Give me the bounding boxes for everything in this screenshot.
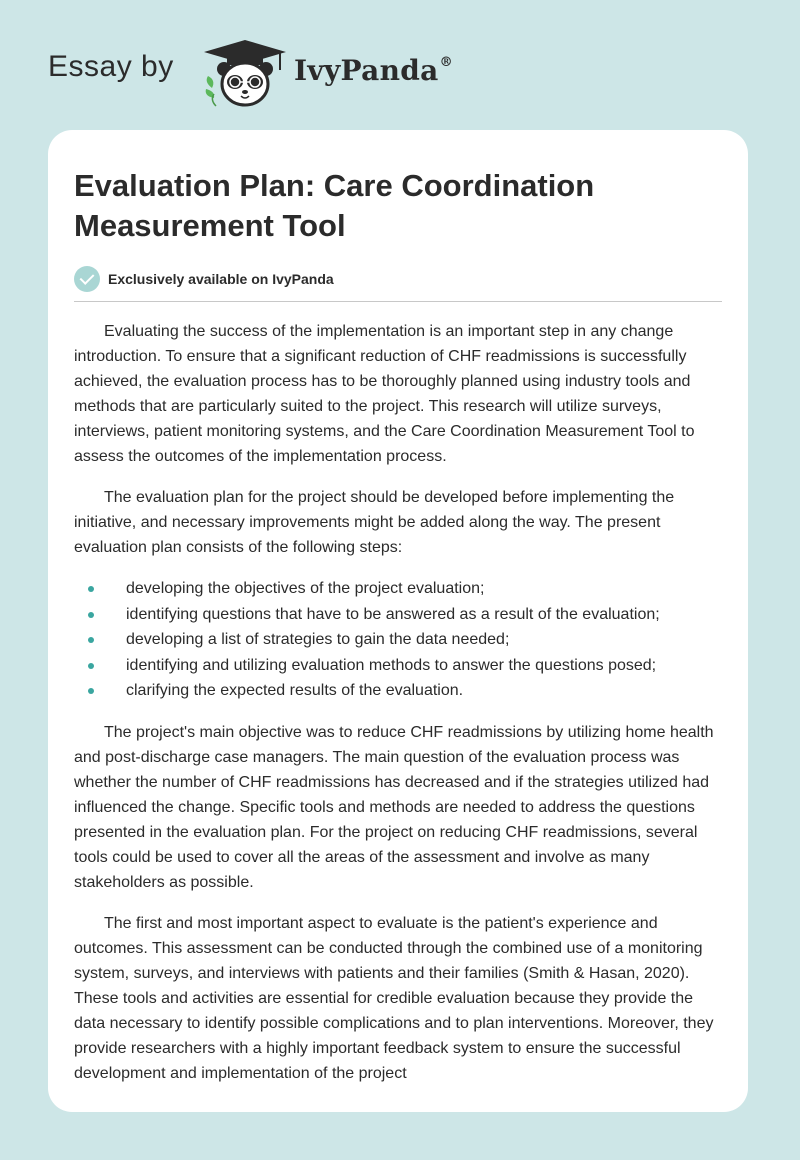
paragraph: Evaluating the success of the implementation is an important step in any change introduction. To ensure that a significant reduction of CHF readmissions is successfully achieved, the evaluation process has to be thoroughly planned using industry tools and methods that are particularly suited to the project. This research will utilize surveys, interviews, patient monitoring systems, and the Care Coordination Measurement Tool to assess the outcomes of the implementation process. <box>74 323 695 465</box>
site-header <box>48 36 528 106</box>
essay-card <box>48 130 748 1112</box>
bullet-icon <box>88 637 94 643</box>
exclusive-badge <box>74 266 722 292</box>
divider <box>74 301 722 302</box>
list-item: developing a list of strategies to gain the data needed; <box>74 627 722 653</box>
bullet-icon <box>88 663 94 669</box>
panda-mascot-icon[interactable] <box>200 36 290 108</box>
evaluation-steps-list <box>74 576 722 704</box>
list-item: developing the objectives of the project evaluation; <box>74 576 722 602</box>
check-circle-icon <box>74 266 100 292</box>
bullet-icon <box>88 586 94 592</box>
page-title: Evaluation Plan: Care Coordination Measurement Tool <box>74 168 595 243</box>
paragraph: The evaluation plan for the project should be developed before implementing the initiative, and necessary improvements might be added along the way. The present evaluation plan consists of the following steps: <box>74 489 675 556</box>
brand-name[interactable]: IvyPanda® <box>294 54 453 87</box>
essay-by-label: Essay by <box>48 50 174 83</box>
bullet-icon <box>88 688 94 694</box>
list-item: identifying questions that have to be answered as a result of the evaluation; <box>74 602 722 628</box>
paragraph: The first and most important aspect to evaluate is the patient's experience and outcomes. This assessment can be conducted through the combined use of a monitoring system, surveys, and interviews with patients and their families (Smith & Hasan, 2020). These tools and activities are essential for credible evaluation because they provide the data necessary to identify possible complications and to plan interventions. Moreover, they provide researchers with a highly important feedback system to ensure the successful development and implementation of the project <box>74 914 714 1082</box>
bullet-icon <box>88 612 94 618</box>
list-item: identifying and utilizing evaluation methods to answer the questions posed; <box>74 653 722 679</box>
essay-body <box>74 319 722 1086</box>
paragraph: The project's main objective was to reduce CHF readmissions by utilizing home health and post-discharge case managers. The main question of the evaluation process was whether the number of CHF readmissions has decreased and if the strategies utilized had influenced the change. Specific tools and methods are needed to address the questions presented in the evaluation plan. For the project on reducing CHF readmissions, several tools could be used to cover all the areas of the assessment and involve as many stakeholders as possible. <box>74 723 714 891</box>
list-item: clarifying the expected results of the evaluation. <box>74 678 722 704</box>
exclusive-label: Exclusively available on IvyPanda <box>108 271 334 287</box>
registered-mark: ® <box>439 54 453 70</box>
